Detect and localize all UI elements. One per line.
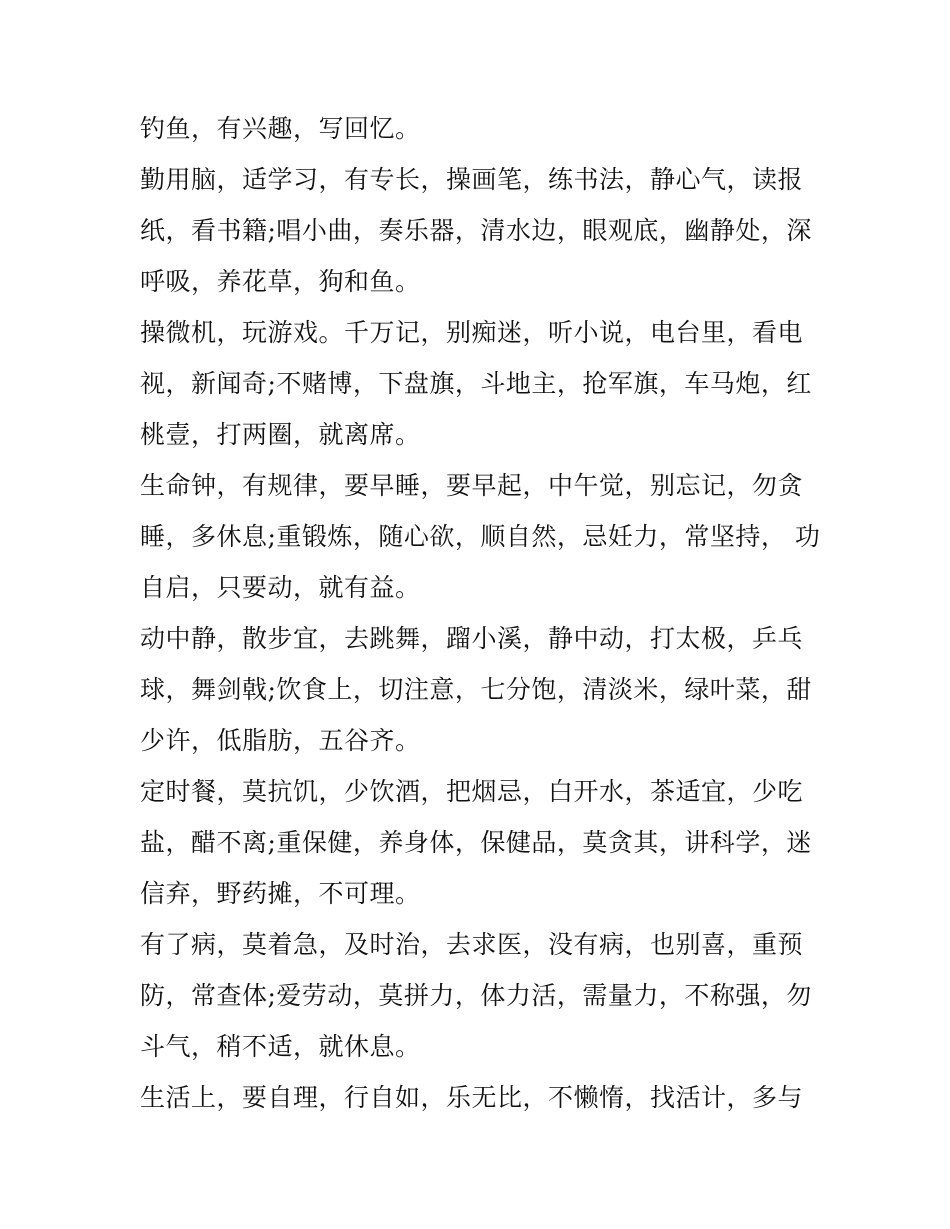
text-line: 信弃，野药摊，不可理。 (140, 879, 421, 908)
text-line: 少许，低脂肪，五谷齐。 (140, 726, 421, 755)
text-line: 钓鱼，有兴趣，写回忆。 (140, 114, 421, 143)
text-line: 防，常查体;爱劳动，莫拼力，体力活，需量力，不称强，勿 (140, 981, 812, 1010)
text-line: 生活上，要自理，行自如，乐无比，不懒惰，找活计，多与 (140, 1083, 804, 1112)
text-line: 纸，看书籍;唱小曲，奏乐器，清水边，眼观底，幽静处，深 (140, 216, 812, 245)
text-line: 球，舞剑戟;饮食上，切注意，七分饱，清淡米，绿叶菜，甜 (140, 675, 812, 704)
text-line: 生命钟，有规律，要早睡，要早起，中午觉，别忘记，勿贪 (140, 471, 804, 500)
document-body (140, 103, 820, 1123)
text-line: 自启，只要动，就有益。 (140, 573, 421, 602)
text-line: 盐，醋不离;重保健，养身体，保健品，莫贪其，讲科学，迷 (140, 828, 812, 857)
text-line: 视，新闻奇;不赌博，下盘旗，斗地主，抢军旗，车马炮，红 (140, 369, 812, 398)
text-line: 呼吸，养花草，狗和鱼。 (140, 267, 421, 296)
text-line: 操微机，玩游戏。千万记，别痴迷，听小说，电台里，看电 (140, 318, 804, 347)
text-line: 睡，多休息;重锻炼，随心欲，顺自然，忌妊力，常坚持， 功 (140, 522, 821, 551)
text-line: 定时餐，莫抗饥，少饮酒，把烟忌，白开水，茶适宜，少吃 (140, 777, 804, 806)
text-line: 有了病，莫着急，及时治，去求医，没有病，也别喜，重预 (140, 930, 804, 959)
text-line: 桃壹，打两圈，就离席。 (140, 420, 421, 449)
text-line: 斗气，稍不适，就休息。 (140, 1032, 421, 1061)
text-line: 勤用脑，适学习，有专长，操画笔，练书法，静心气，读报 (140, 165, 804, 194)
text-line: 动中静，散步宜，去跳舞，蹓小溪，静中动，打太极，乒乓 (140, 624, 804, 653)
